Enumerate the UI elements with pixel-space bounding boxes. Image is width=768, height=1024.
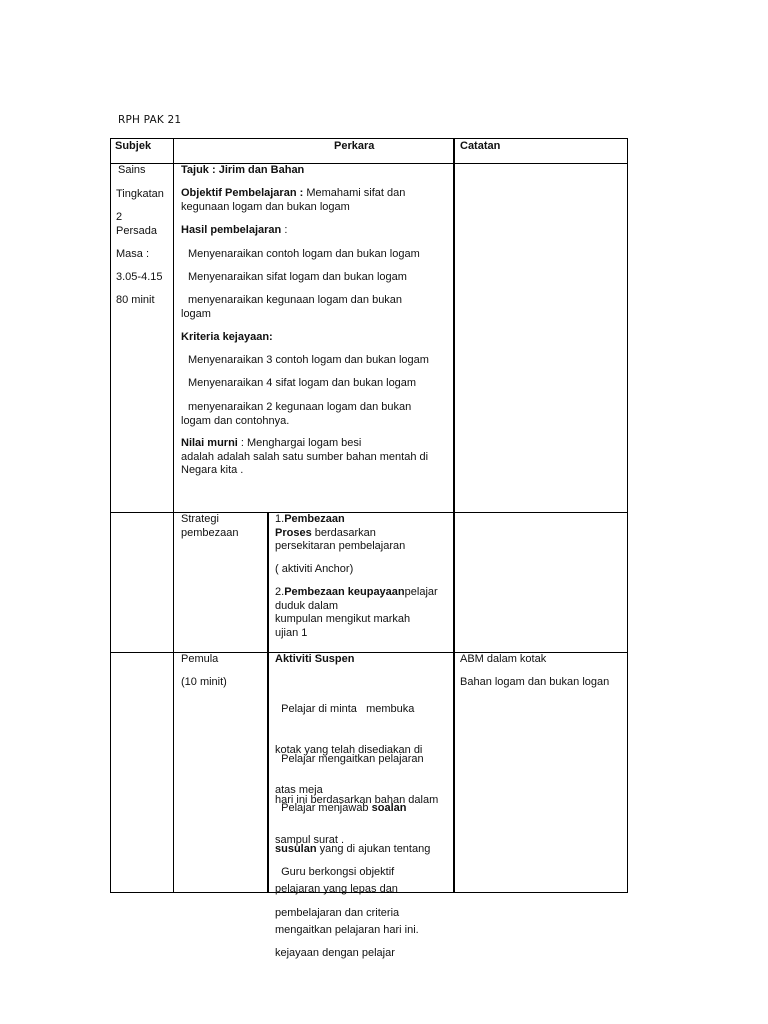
nilai-text-2: adalah adalah salah satu sumber bahan mentah di (181, 450, 429, 463)
pemula-p3-line-3: pelajaran yang lepas dan (275, 883, 398, 895)
hasil-item-1: Menyenaraikan contoh logam dan bukan logam (188, 248, 420, 260)
strategi-item-1-line-3: persekitaran pembelajaran (275, 540, 406, 552)
kriteria-item-3 (181, 401, 411, 428)
time-value: 3.05-4.15 (116, 271, 163, 283)
tajuk-line (181, 164, 304, 178)
catatan-bahan: Bahan logam dan bukan logan (460, 676, 610, 688)
strategi-note: ( aktiviti Anchor) (275, 563, 354, 575)
hasil-item-3 (181, 294, 402, 321)
nilai-text-1: : Menghargai logam besi (237, 437, 362, 449)
pemula-duration: (10 minit) (181, 676, 227, 688)
header-catatan: Catatan (460, 140, 501, 152)
pemula-paragraph-4 (275, 839, 453, 988)
nilai-block (181, 437, 453, 478)
tajuk-label: Tajuk : (181, 164, 216, 176)
table-border-right (627, 138, 628, 893)
strategi-item-2-line-2: duduk dalam (275, 599, 338, 612)
pemula-p4-line-1: Guru berkongsi objektif (275, 866, 395, 878)
duration-value: 80 minit (116, 294, 155, 306)
strategi-item-2 (275, 586, 453, 640)
pemula-p3-bold-1: soalan (371, 802, 407, 814)
pemula-p3-bold-2: susulan (275, 842, 317, 855)
table-border-left (110, 138, 111, 893)
hasil-item-3-line-2: logam (181, 307, 211, 320)
strategi-label (181, 513, 239, 540)
table-border-top (110, 138, 628, 139)
pemula-p4-line-2: pembelajaran dan criteria (275, 906, 400, 919)
objektif-text-2: kegunaan logam dan bukan logam (181, 200, 350, 213)
pemula-p2-line-1: Pelajar mengaitkan pelajaran (275, 753, 424, 765)
strategi-label-line-1: Strategi (181, 513, 219, 525)
objektif-label: Objektif Pembelajaran : (181, 187, 304, 199)
strategi-item-2-number: 2. (275, 586, 285, 598)
pemula-p1-line-2: kotak yang telah disediakan di (275, 743, 423, 756)
hasil-item-2: Menyenaraikan sifat logam dan bukan logam (188, 271, 407, 283)
pemula-p4-line-3: kejayaan dengan pelajar (275, 947, 395, 959)
hasil-colon: : (281, 224, 288, 236)
strategi-item-1-rest: berdasarkan (311, 526, 376, 539)
lesson-plan-table (110, 138, 628, 959)
strategi-item-1-number: 1. (275, 513, 285, 525)
strategi-item-2-line-4: ujian 1 (275, 626, 308, 639)
tingkatan-label: Tingkatan (116, 188, 164, 200)
objektif-text-1: Memahami sifat dan (306, 187, 406, 199)
column-divider-1 (173, 138, 174, 893)
kriteria-heading (181, 331, 273, 345)
kriteria-label: Kriteria kejayaan: (181, 331, 273, 343)
pemula-p2-line-2: hari ini berdasarkan bahan dalam (275, 793, 439, 806)
kriteria-item-1: Menyenaraikan 3 contoh logam dan bukan logam (188, 354, 429, 366)
strategi-item-1-title: Pembezaan (284, 513, 345, 525)
strategi-item-2-title: Pembezaan keupayaan (284, 586, 405, 598)
pemula-p3-line-4: mengaitkan pelajaran hari ini. (275, 923, 419, 936)
column-divider-sub (267, 512, 269, 893)
hasil-item-3-line-1: menyenaraikan kegunaan logam dan bukan (188, 294, 403, 306)
class-value: Persada (116, 225, 157, 237)
pemula-p1-line-1: Pelajar di minta membuka (275, 703, 415, 715)
kriteria-item-2: Menyenaraikan 4 sifat logam dan bukan logam (188, 377, 417, 389)
column-divider-2 (453, 138, 455, 893)
nilai-text-3: Negara kita . (181, 464, 244, 476)
kriteria-item-3-line-2: logam dan contohnya. (181, 414, 290, 427)
strategi-item-2-rest: pelajar (404, 586, 438, 598)
strategi-item-1-proses: Proses (275, 526, 312, 539)
nilai-label: Nilai murni (181, 437, 238, 449)
hasil-heading (181, 224, 287, 238)
document-title: RPH PAK 21 (118, 114, 182, 126)
masa-label: Masa : (116, 248, 150, 260)
strategi-item-1 (275, 513, 453, 554)
kriteria-item-3-line-1: menyenaraikan 2 kegunaan logam dan bukan (188, 401, 412, 413)
hasil-label: Hasil pembelajaran (181, 224, 282, 236)
pemula-p3-pre: Pelajar menjawab (275, 802, 372, 814)
strategi-item-2-line-3: kumpulan mengikut markah (275, 613, 411, 625)
pemula-p2-line-3: sampul surat . (275, 834, 345, 846)
objektif-block (181, 187, 451, 214)
pemula-p1-line-3: atas meja (275, 784, 323, 796)
pemula-activity-title-text: Aktiviti Suspen (275, 653, 355, 665)
pemula-label: Pemula (181, 653, 219, 665)
tajuk-value: Jirim dan Bahan (218, 164, 305, 176)
header-perkara: Perkara (334, 140, 375, 152)
catatan-abm: ABM dalam kotak (460, 653, 547, 665)
header-subjek: Subjek (115, 140, 152, 152)
tingkatan-value: 2 (116, 211, 123, 223)
pemula-activity-title (275, 653, 354, 667)
strategi-label-line-2: pembezaan (181, 526, 239, 539)
pemula-p3-rest: yang di ajukan tentang (316, 842, 431, 855)
subject-value: Sains (118, 164, 146, 176)
